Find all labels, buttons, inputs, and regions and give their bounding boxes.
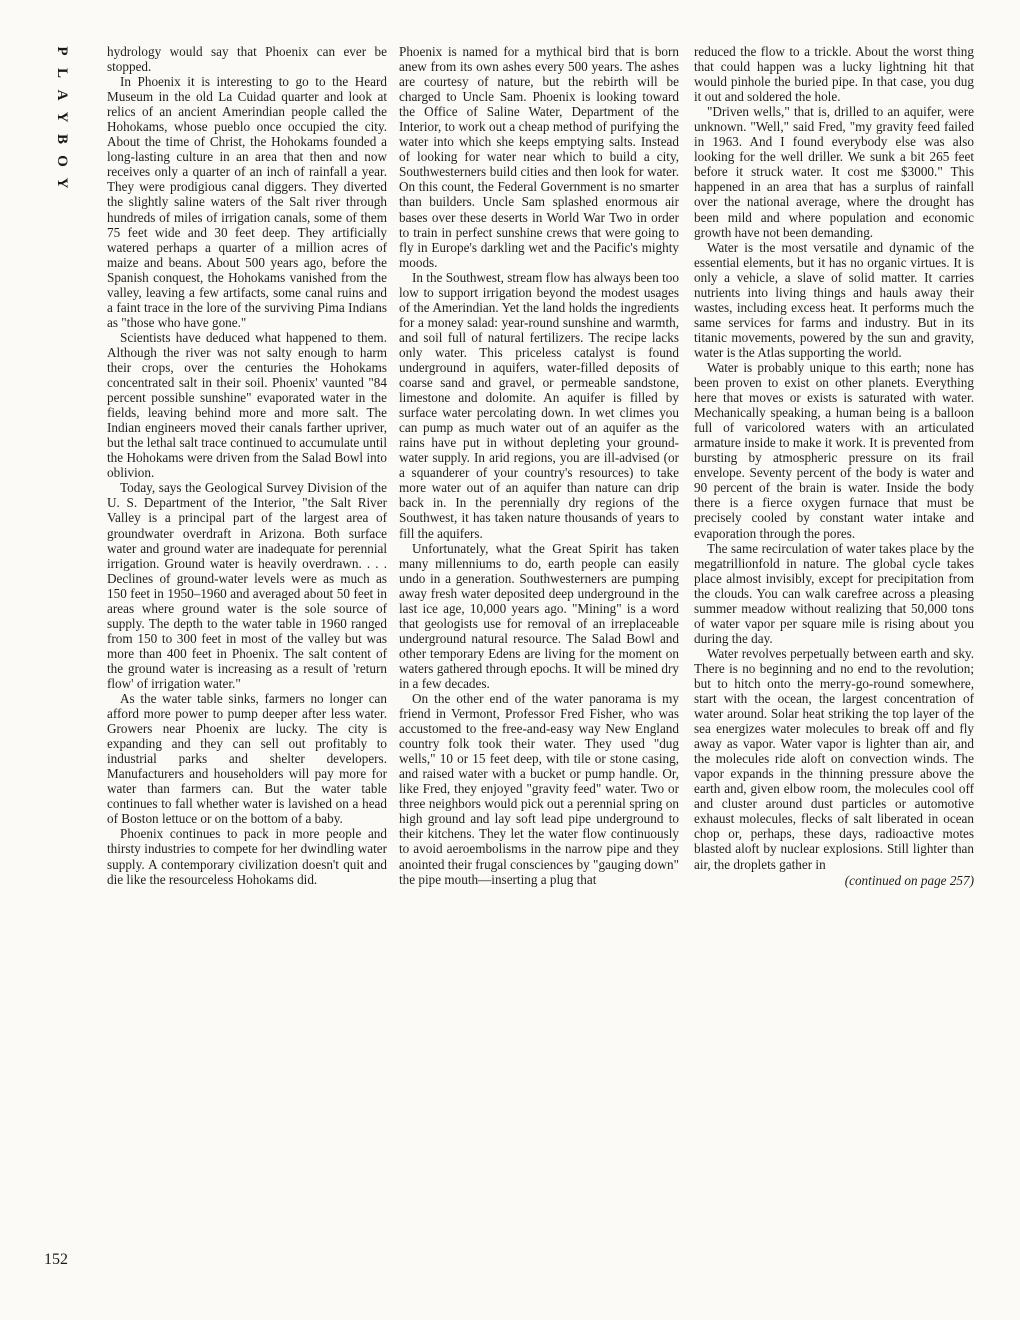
paragraph: Unfortunately, what the Great Spirit has taken many millenniums to do, earth people can easily undo in a generation. Southwesterners are pumping away fresh water deposited deep underground in the last ice age, 10,000 years ago. "Mining" is a word that geologists use for removal of an irreplaceable underground natural resource. The Salad Bowl and other temporary Edens are living for the moment on waters gathered through epochs. It will be mined dry in a few decades. bbox=[399, 540, 679, 691]
paragraph: Phoenix is named for a mythical bird that is born anew from its own ashes every 500 years. The ashes are courtesy of nature, but the rebirth will be charged to Uncle Sam. Phoenix is looking toward the Office of Saline Water, Department of the Interior, to work out a cheap method of purifying the water into which she keeps emptying salts. Instead of looking for water near which to build a city, Southwesterners build cities and then look for water. On this count, the Federal Government is no smarter than builders. Uncle Sam splashed enormous air bases over these deserts in World War Two in order to train in perfect sunshine crews that were going to fly in Europe's darkling wet and the Pacific's mighty moods. bbox=[399, 44, 679, 270]
article-column-1 bbox=[107, 44, 387, 887]
paragraph: Water revolves perpetually between earth and sky. There is no beginning and no end to the revolution; but to hitch onto the merry-go-round somewhere, start with the ocean, the largest concentration of water around. Solar heat striking the top layer of the sea energizes water molecules to break off and fly away as vapor. Water vapor is lighter than air, and the molecules ride aloft on convection winds. The vapor expands in the thinning pressure above the earth and, given elbow room, the molecules cool off and cluster around dust particles or automotive exhaust molecules, flecks of salt liberated in ocean chop or, perhaps, these days, radioactive motes blasted aloft by nuclear explosions. Still lighter than air, the droplets gather in bbox=[694, 645, 974, 872]
paragraph: Water is the most versatile and dynamic of the essential elements, but it has no organic virtues. It is only a vehicle, a slave of solid matter. It carries nutrients into living things and hauls away their wastes, including excess heat. It performs much the same services for farms and industry. But in its titanic movements, powered by the sun and gravity, water is the Atlas supporting the world. bbox=[694, 239, 974, 360]
paragraph: Today, says the Geological Survey Division of the U. S. Department of the Interior, "the Salt River Valley is a principal part of the largest area of groundwater overdraft in Arizona. Both surface water and ground water are inadequate for perennial irrigation. Ground water is heavily overdrawn. . . . Declines of ground-water levels were as much as 150 feet in 1950–1960 and averaged about 50 feet in areas where ground water is the sole source of supply. The depth to the water table in 1960 ranged from 150 to 300 feet in most of the valley but was more than 400 feet in Phoenix. The salt content of the ground water is increasing as a result of 'return flow' of irrigation water." bbox=[107, 480, 387, 691]
continued-note: (continued on page 257) bbox=[844, 872, 974, 888]
article-column-2 bbox=[399, 44, 679, 887]
paragraph: Phoenix continues to pack in more people and thirsty industries to compete for her dwindling water supply. A contemporary civilization doesn't quit and die like the resourceless Hohokams did. bbox=[107, 826, 387, 887]
paragraph: reduced the flow to a trickle. About the worst thing that could happen was a lucky lightning hit that would pinhole the buried pipe. In that case, you dug it out and soldered the hole. bbox=[694, 44, 974, 105]
page-number: 152 bbox=[44, 1251, 68, 1268]
paragraph: Water is probably unique to this earth; none has been proven to exist on other planets. Everything here that moves or exists is saturated with water. Mechanically speaking, a human being is a balloon full of varicolored waters with an articulated armature inside to make it work. It is prevented from bursting by atmospheric pressure on its frail envelope. Seventy percent of the body is water and 90 percent of the brain is water. Inside the body there is a fierce oxygen furnace that must be precisely cooled by constant water intake and evaporation through the pores. bbox=[694, 359, 974, 541]
paragraph: "Driven wells," that is, drilled to an aquifer, were unknown. "Well," said Fred, "my gravity feed failed in 1963. And I found everybody else was also looking for the well driller. We sunk a bit 265 feet before it struck water. It cost me $3000." This happened in an area that has a surplus of rainfall over the national average, where the drought has been mild and where population and economic growth have not been demanding. bbox=[694, 104, 974, 240]
article-column-3 bbox=[694, 44, 974, 888]
paragraph: In Phoenix it is interesting to go to the Heard Museum in the old La Cuidad quarter and look at relics of an ancient Amerindian people called the Hohokams, whose pueblo once occupied the city. About the time of Christ, the Hohokams founded a long-lasting culture in an area that then and now receives only a quarter of an inch of rainfall a year. They were prodigious canal diggers. They diverted the slightly saline waters of the Salt river through hundreds of miles of irrigation canals, some of them 75 feet wide and 30 feet deep. They artificially watered perhaps a quarter of a million acres of maize and beans. About 500 years ago, before the Spanish conquest, the Hohokams vanished from the valley, leaving a few artifacts, some canal ruins and a faint trace in the lore of the surviving Pima Indians as "those who have gone." bbox=[107, 74, 387, 330]
paragraph: On the other end of the water panorama is my friend in Vermont, Professor Fred Fisher, who was accustomed to the free-and-easy way New England country folk took their water. They used "dug wells," 10 or 15 feet deep, with tile or stone casing, and raised water with a bucket or pump handle. Or, like Fred, they enjoyed "gravity feed" water. Two or three neighbors would pick out a perennial spring on high ground and lay soft lead pipe underground to their kitchens. They let the water flow continuously to avoid aeroembolisms in the narrow pipe and they anointed their frugal consciences by "gauging down" the pipe mouth—inserting a plug that bbox=[399, 691, 679, 887]
paragraph: As the water table sinks, farmers no longer can afford more power to pump deeper after less water. Growers near Phoenix are lucky. The city is expanding and they can sell out profitably to industrial parks and shelter developers. Manufacturers and householders will pay more for water than farmers can. But the water table continues to fall whether water is lavished on a head of Boston lettuce or on the bottom of a baby. bbox=[107, 691, 387, 827]
magazine-name: P L A Y B O Y bbox=[54, 46, 70, 189]
paragraph: hydrology would say that Phoenix can ever be stopped. bbox=[107, 44, 387, 75]
paragraph: The same recirculation of water takes place by the megatrillionfold in nature. The global cycle takes place almost invisibly, except for precipitation from the clouds. You can walk carefree across a pleasing summer meadow without realizing that 50,000 tons of water vapor per square mile is rising about you during the day. bbox=[694, 540, 974, 646]
paragraph: In the Southwest, stream flow has always been too low to support irrigation beyond the modest usages of the Amerindian. Yet the land holds the ingredients for a money salad: year-round sunshine and warmth, and soil full of natural fertilizers. The recipe lacks only water. This priceless catalyst is found underground in aquifers, water-filled deposits of coarse sand and gravel, or permeable sandstone, limestone and dolomite. An aquifer is filled by surface water percolating down. In wet climes you can pump as much water out of an aquifer as the rains have put in without depleting your ground-water supply. In arid regions, you are ill-advised (or a squanderer of your country's resources) to take more water out of an aquifer than nature can drip back in. In the perennially dry regions of the Southwest, it has taken nature thousands of years to fill the aquifers. bbox=[399, 269, 679, 541]
paragraph: Scientists have deduced what happened to them. Although the river was not salty enough to harm their crops, over the centuries the Hohokams concentrated salt in their soil. Phoenix' vaunted "84 percent possible sunshine" evaporated water in the fields, leaving behind more and more salt. The Indian engineers moved their canals farther upriver, but the lethal salt trace continued to accumulate until the Hohokams were driven from the Salad Bowl into oblivion. bbox=[107, 329, 387, 481]
